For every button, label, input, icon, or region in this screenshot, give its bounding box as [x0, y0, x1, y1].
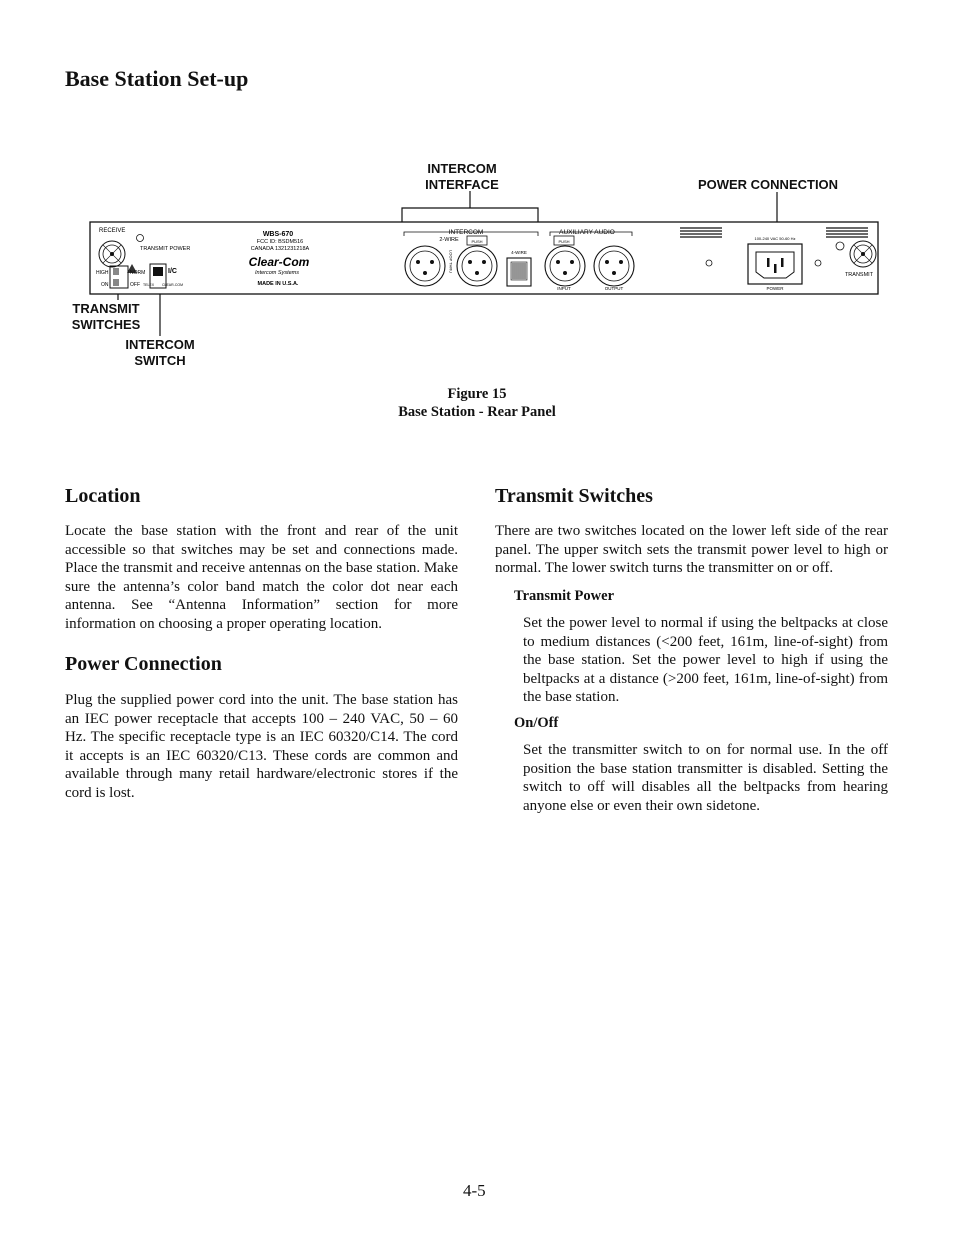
page-title: Base Station Set-up	[65, 66, 249, 91]
power-connection-heading: Power Connection	[65, 653, 222, 675]
receive-connector	[99, 241, 125, 267]
label-auxiliary-audio: AUXILIARY AUDIO	[559, 229, 615, 236]
panel-outline	[90, 222, 878, 294]
label-telex: TELEX	[143, 283, 155, 287]
location-heading: Location	[65, 485, 141, 507]
label-output: OUTPUT	[604, 286, 624, 291]
label-ic: I/C	[168, 268, 177, 275]
label-receive: RECEIVE	[99, 228, 126, 234]
label-transmit: TRANSMIT	[844, 272, 874, 278]
label-brand-sub: Intercom Systems	[254, 270, 300, 276]
callout-intercom-switch: INTERCOM SWITCH	[125, 337, 195, 368]
label-norm: NORM	[130, 270, 146, 276]
label-made-in: MADE IN U.S.A.	[257, 281, 299, 287]
callout-power-connection: POWER CONNECTION	[697, 177, 839, 192]
callout-intercom-interface: INTERCOM INTERFACE	[425, 161, 499, 192]
intercom-switch	[153, 267, 163, 276]
on-off-heading: On/Off	[514, 715, 559, 731]
label-off: OFF	[130, 282, 140, 288]
power-connection-text: Plug the supplied power cord into the unit. The base station has an IEC power receptacle that accepts 100 – 240 VAC, 50 – 60 Hz. The specific receptacle type is an IEC 60320/C14. The cord it accepts is an IEC 60320/C13. These cords are common and available through many retail hardware/electronic stores if the cord is lost.	[65, 692, 458, 801]
label-input: INPUT	[557, 286, 571, 291]
brand-logo: Clear-Com	[248, 255, 310, 269]
transmit-connector	[850, 241, 876, 267]
callout-transmit-switches: TRANSMIT SWITCHES	[71, 301, 141, 332]
transmit-power-text: Set the power level to normal if using the beltpacks at close to medium distances (<200 feet, 161m, line-of-sight) from the base station. Set the power level to high if using the beltpacks at a distance (>200 feet, 161m, line-of-sight) from the base station.	[523, 615, 888, 706]
figure-caption: Base Station - Rear Panel	[398, 404, 556, 420]
on-off-switch	[113, 279, 119, 286]
rear-panel-diagram	[0, 0, 954, 420]
label-canada: CANADA 1321231218A	[250, 246, 310, 252]
page-number: 4-5	[463, 1181, 486, 1200]
label-push-intercom: PUSH	[471, 239, 483, 244]
transmit-switches-text: There are two switches located on the lower left side of the rear panel. The upper switch sets the transmit power level to high or normal. The lower switch turns the transmitter on or off.	[495, 523, 888, 577]
label-push-aux: PUSH	[558, 239, 570, 244]
label-intercom: INTERCOM	[448, 229, 484, 236]
label-model: WBS-670	[262, 231, 294, 238]
on-off-text: Set the transmitter switch to on for normal use. In the off position the base station transmitter is disabled. Setting the switch to off will disables all the beltpacks from hearing anyone else or even their own sidetone.	[523, 742, 888, 814]
label-high: HIGH	[96, 270, 109, 276]
label-loop-thru: LOOP THRU	[448, 250, 454, 274]
label-power: POWER	[766, 286, 784, 291]
high-norm-switch	[113, 268, 119, 275]
figure-number: Figure 15	[447, 386, 507, 402]
label-two-wire: 2-WIRE	[439, 237, 459, 243]
label-on: ON	[101, 282, 109, 288]
transmit-switches-heading: Transmit Switches	[495, 485, 653, 507]
label-four-wire: 4-WIRE	[511, 250, 527, 255]
transmit-power-heading: Transmit Power	[514, 588, 614, 604]
location-text: Locate the base station with the front and rear of the unit accessible so that switches may be set and connections made. Place the transmit and receive antennas on the base station. Make sure the antenna’s color band match the color dot near each antenna. See “Antenna Information” section for more information on choosing a proper operating location.	[65, 523, 458, 632]
label-voltage: 100-240 VAC 50-60 Hz	[754, 236, 796, 241]
label-clear-com-small: CLEAR-COM	[162, 283, 184, 287]
label-fcc: FCC ID: BSDM516	[256, 239, 304, 245]
label-transmit-power: TRANSMIT POWER	[140, 246, 191, 252]
